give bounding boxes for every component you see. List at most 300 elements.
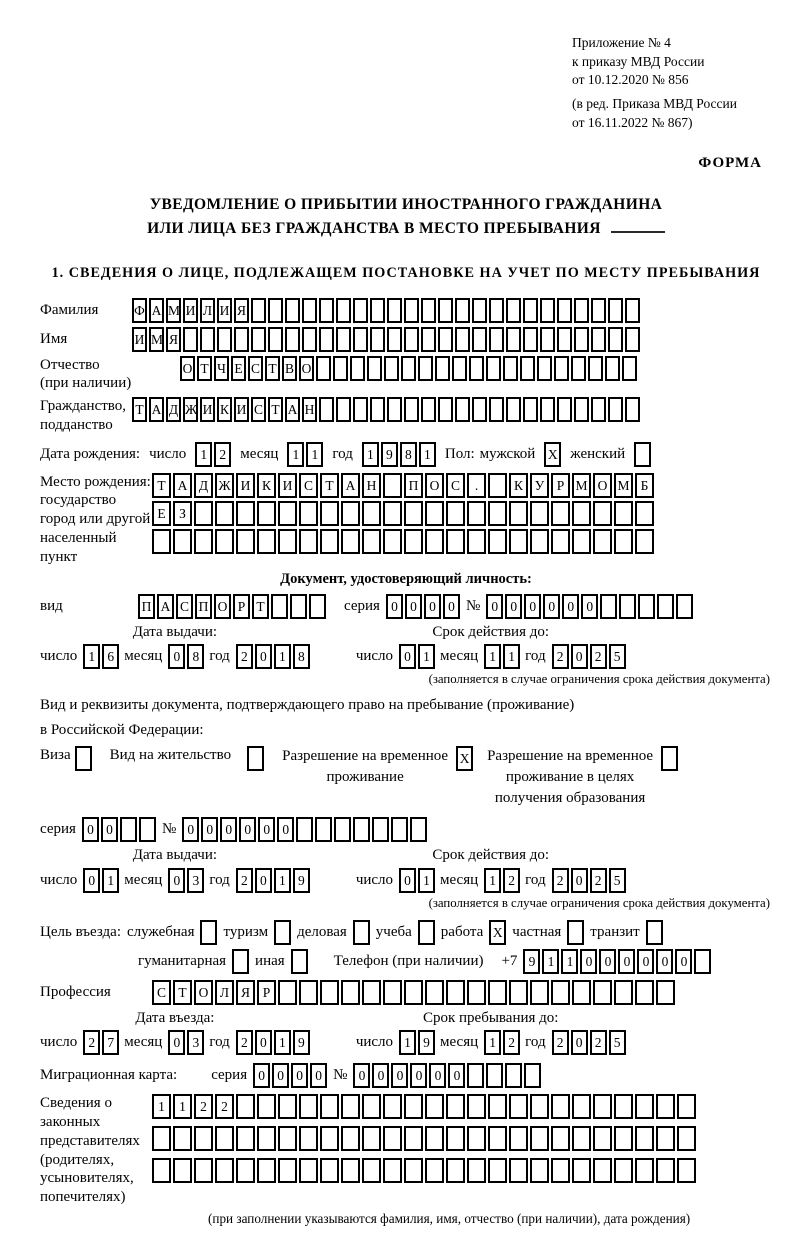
char-cell xyxy=(421,298,436,323)
citizenship-cells xyxy=(132,397,640,422)
char-cell xyxy=(271,594,288,619)
firstname-row xyxy=(40,327,772,352)
char-cell xyxy=(588,356,603,381)
purpose-work-checkbox xyxy=(489,920,506,945)
month-label: месяц xyxy=(440,648,479,665)
expiry-note: (заполняется в случае ограничения срока действия документа) xyxy=(428,672,770,687)
char-cell xyxy=(404,501,423,526)
residence-doc-line2: в Российской Федерации: xyxy=(40,722,204,739)
char-cell xyxy=(404,298,419,323)
char-cell xyxy=(315,817,332,842)
char-cell: К xyxy=(509,473,528,498)
char-cell xyxy=(467,980,486,1005)
residence-permit-checkbox xyxy=(247,746,264,771)
char-cell: Н xyxy=(302,397,317,422)
char-cell: Ф xyxy=(132,298,147,323)
char-cell xyxy=(551,1126,570,1151)
char-cell: А xyxy=(341,473,360,498)
char-cell xyxy=(278,1126,297,1151)
char-cell xyxy=(625,298,640,323)
doc-issue-date xyxy=(40,644,310,669)
char-cell xyxy=(296,817,313,842)
char-cell xyxy=(268,298,283,323)
char-cell xyxy=(488,529,507,554)
char-cell: Б xyxy=(635,473,654,498)
char-cell: Я xyxy=(236,980,255,1005)
char-cell xyxy=(299,1094,318,1119)
permit-expiry-year-cells xyxy=(552,868,626,893)
char-cell xyxy=(353,920,370,945)
entry-date xyxy=(40,1030,310,1055)
char-cell xyxy=(657,594,674,619)
char-cell xyxy=(341,1158,360,1183)
char-cell: Р xyxy=(257,980,276,1005)
char-cell xyxy=(299,980,318,1005)
char-cell xyxy=(488,1126,507,1151)
char-cell: В xyxy=(282,356,297,381)
char-cell xyxy=(173,529,192,554)
char-cell: И xyxy=(236,473,255,498)
doc-series-label: серия xyxy=(344,597,380,614)
char-cell xyxy=(557,397,572,422)
char-cell: К xyxy=(257,473,276,498)
char-cell xyxy=(152,1126,171,1151)
year-label: год xyxy=(525,648,546,665)
citizenship-label-line2: подданство xyxy=(40,416,113,433)
char-cell xyxy=(614,980,633,1005)
month-label: месяц xyxy=(124,1034,163,1051)
char-cell: 0 xyxy=(571,644,588,669)
form-title-line2 xyxy=(40,217,772,241)
char-cell xyxy=(472,327,487,352)
char-cell: 1 xyxy=(274,868,291,893)
char-cell: 2 xyxy=(552,868,569,893)
char-cell xyxy=(425,1158,444,1183)
char-cell: 1 xyxy=(542,949,559,974)
char-cell: 0 xyxy=(291,1063,308,1088)
char-cell: Н xyxy=(362,473,381,498)
char-cell xyxy=(302,327,317,352)
char-cell xyxy=(215,1158,234,1183)
char-cell: Т xyxy=(320,473,339,498)
char-cell xyxy=(446,529,465,554)
char-cell: 2 xyxy=(236,644,253,669)
char-cell xyxy=(362,1094,381,1119)
char-cell: И xyxy=(234,397,249,422)
char-cell xyxy=(438,298,453,323)
char-cell xyxy=(139,817,156,842)
char-cell xyxy=(350,356,365,381)
char-cell xyxy=(593,501,612,526)
migration-number-label: № xyxy=(333,1067,348,1084)
char-cell: 0 xyxy=(543,594,560,619)
char-cell xyxy=(257,1126,276,1151)
purpose-label: Цель въезда: xyxy=(40,923,121,940)
stay-until-heading: Срок пребывания до: xyxy=(422,1009,559,1026)
char-cell: П xyxy=(404,473,423,498)
char-cell xyxy=(120,817,137,842)
char-cell: 0 xyxy=(562,594,579,619)
surname-label: Фамилия xyxy=(40,301,99,318)
char-cell xyxy=(383,501,402,526)
char-cell: 9 xyxy=(381,442,398,467)
representatives-label-line: усыновителях, xyxy=(40,1170,134,1187)
char-cell xyxy=(661,746,678,771)
char-cell xyxy=(234,327,249,352)
char-cell xyxy=(619,594,636,619)
char-cell xyxy=(383,473,402,498)
doc-kind-cells xyxy=(138,594,326,619)
char-cell: 1 xyxy=(561,949,578,974)
char-cell: X xyxy=(456,746,473,771)
month-label: месяц xyxy=(440,871,479,888)
char-cell xyxy=(574,327,589,352)
char-cell xyxy=(268,327,283,352)
char-cell: 0 xyxy=(429,1063,446,1088)
char-cell: Р xyxy=(551,473,570,498)
char-cell xyxy=(372,817,389,842)
char-cell xyxy=(438,397,453,422)
appendix-edit-line: от 16.11.2022 № 867) xyxy=(572,114,693,130)
char-cell: С xyxy=(176,594,193,619)
char-cell: 0 xyxy=(399,868,416,893)
char-cell xyxy=(625,397,640,422)
temp-permit-label-line: Разрешение на временное xyxy=(282,747,449,764)
doc-issue-col xyxy=(40,623,310,670)
char-cell: О xyxy=(180,356,195,381)
appendix-line: Приложение № 4 xyxy=(572,35,671,50)
representatives-cells-row3 xyxy=(152,1158,696,1183)
year-label: год xyxy=(332,445,353,462)
representatives-note: (при заполнении указываются фамилия, имя, отчество (при наличии), дата рождения) xyxy=(208,1210,691,1226)
char-cell: 1 xyxy=(102,868,119,893)
entry-date-heading: Дата въезда: xyxy=(135,1009,215,1026)
char-cell xyxy=(530,529,549,554)
year-label: год xyxy=(525,1034,546,1051)
char-cell xyxy=(418,356,433,381)
char-cell: 0 xyxy=(443,594,460,619)
day-label: число xyxy=(40,1034,78,1051)
char-cell xyxy=(341,1094,360,1119)
char-cell xyxy=(257,501,276,526)
char-cell xyxy=(506,397,521,422)
char-cell: У xyxy=(530,473,549,498)
char-cell: 2 xyxy=(503,868,520,893)
char-cell: С xyxy=(248,356,263,381)
char-cell xyxy=(353,327,368,352)
char-cell xyxy=(530,501,549,526)
phone-prefix: +7 xyxy=(501,952,518,969)
char-cell: 0 xyxy=(391,1063,408,1088)
char-cell xyxy=(236,1126,255,1151)
char-cell: Д xyxy=(194,473,213,498)
purpose-row2 xyxy=(138,949,772,974)
char-cell xyxy=(600,594,617,619)
char-cell xyxy=(435,356,450,381)
char-cell: С xyxy=(251,397,266,422)
char-cell xyxy=(551,529,570,554)
char-cell xyxy=(551,980,570,1005)
char-cell: 0 xyxy=(255,644,272,669)
birth-day-cells xyxy=(195,442,231,467)
char-cell xyxy=(574,298,589,323)
char-cell xyxy=(183,327,198,352)
char-cell: 0 xyxy=(405,594,422,619)
char-cell xyxy=(336,327,351,352)
char-cell xyxy=(605,356,620,381)
profession-cells xyxy=(152,980,675,1005)
char-cell xyxy=(200,327,215,352)
patronymic-label-line2: (при наличии) xyxy=(40,375,132,392)
title-blank-underline xyxy=(611,220,665,233)
day-label: число xyxy=(149,445,187,462)
purpose-humanitarian-checkbox xyxy=(232,949,249,974)
char-cell xyxy=(540,327,555,352)
char-cell xyxy=(523,397,538,422)
permit-dates xyxy=(40,846,772,893)
purpose-private-checkbox xyxy=(567,920,584,945)
char-cell: 1 xyxy=(274,644,291,669)
month-label: месяц xyxy=(124,871,163,888)
permit-series-label: серия xyxy=(40,820,76,837)
char-cell: Т xyxy=(252,594,269,619)
char-cell: 1 xyxy=(173,1094,192,1119)
birthplace-label xyxy=(40,473,152,567)
profession-label: Профессия xyxy=(40,983,111,1000)
char-cell: 2 xyxy=(552,644,569,669)
char-cell: 1 xyxy=(399,1030,416,1055)
char-cell: 8 xyxy=(400,442,417,467)
char-cell xyxy=(236,501,255,526)
char-cell xyxy=(194,1126,213,1151)
char-cell xyxy=(469,356,484,381)
char-cell xyxy=(215,501,234,526)
char-cell: 0 xyxy=(255,868,272,893)
permit-expiry-day-cells xyxy=(399,868,435,893)
purpose-option-label: служебная xyxy=(126,923,195,940)
char-cell xyxy=(452,356,467,381)
char-cell xyxy=(404,1158,423,1183)
char-cell xyxy=(446,1126,465,1151)
citizenship-label-line1: Гражданство, xyxy=(40,398,127,415)
char-cell: 0 xyxy=(272,1063,289,1088)
char-cell xyxy=(509,1094,528,1119)
char-cell xyxy=(341,529,360,554)
char-cell: 2 xyxy=(215,1094,234,1119)
doc-expiry-month-cells xyxy=(484,644,520,669)
char-cell: 0 xyxy=(386,594,403,619)
char-cell xyxy=(530,1126,549,1151)
migration-series-cells xyxy=(253,1063,327,1088)
char-cell xyxy=(194,501,213,526)
char-cell xyxy=(608,298,623,323)
char-cell xyxy=(215,529,234,554)
char-cell: 0 xyxy=(372,1063,389,1088)
char-cell xyxy=(572,501,591,526)
char-cell xyxy=(523,298,538,323)
char-cell: 1 xyxy=(274,1030,291,1055)
char-cell: 0 xyxy=(637,949,654,974)
migration-number-cells xyxy=(353,1063,541,1088)
migration-series-label: серия xyxy=(211,1067,248,1084)
char-cell xyxy=(503,356,518,381)
doc-number-label: № xyxy=(465,597,481,614)
char-cell xyxy=(614,1126,633,1151)
char-cell: X xyxy=(489,920,506,945)
char-cell: X xyxy=(544,442,561,467)
char-cell xyxy=(509,1126,528,1151)
char-cell xyxy=(467,501,486,526)
char-cell: М xyxy=(149,327,164,352)
migration-card-row xyxy=(40,1063,772,1088)
char-cell xyxy=(341,1126,360,1151)
char-cell xyxy=(404,529,423,554)
doc-expiry-day-cells xyxy=(399,644,435,669)
char-cell: 2 xyxy=(590,1030,607,1055)
char-cell: З xyxy=(173,501,192,526)
char-cell: Я xyxy=(166,327,181,352)
char-cell: А xyxy=(285,397,300,422)
char-cell xyxy=(425,1094,444,1119)
firstname-cells xyxy=(132,327,640,352)
char-cell xyxy=(467,1094,486,1119)
char-cell: О xyxy=(194,980,213,1005)
char-cell xyxy=(472,397,487,422)
char-cell: М xyxy=(572,473,591,498)
char-cell xyxy=(353,397,368,422)
char-cell: 0 xyxy=(220,817,237,842)
char-cell xyxy=(472,298,487,323)
purpose-option-label: иная xyxy=(255,952,285,969)
char-cell xyxy=(309,594,326,619)
char-cell xyxy=(572,980,591,1005)
char-cell xyxy=(506,327,521,352)
patronymic-cells xyxy=(180,356,637,381)
permit-number-label: № xyxy=(161,820,177,837)
char-cell xyxy=(251,298,266,323)
doc-expiry-date xyxy=(356,644,626,669)
char-cell xyxy=(635,980,654,1005)
char-cell xyxy=(509,1158,528,1183)
char-cell xyxy=(677,1094,696,1119)
char-cell xyxy=(520,356,535,381)
char-cell xyxy=(319,327,334,352)
char-cell xyxy=(404,397,419,422)
char-cell: 2 xyxy=(214,442,231,467)
birthplace-row xyxy=(40,473,772,567)
char-cell xyxy=(540,298,555,323)
doc-number-cells xyxy=(486,594,693,619)
identity-doc-heading: Документ, удостоверяющий личность: xyxy=(280,571,532,588)
char-cell: Т xyxy=(265,356,280,381)
char-cell xyxy=(486,356,501,381)
char-cell: 2 xyxy=(83,1030,100,1055)
purpose-option-label: учеба xyxy=(375,923,412,940)
char-cell: 0 xyxy=(277,817,294,842)
char-cell xyxy=(353,298,368,323)
char-cell: Д xyxy=(166,397,181,422)
char-cell: 0 xyxy=(571,868,588,893)
char-cell xyxy=(215,1126,234,1151)
char-cell: Л xyxy=(200,298,215,323)
char-cell: 1 xyxy=(287,442,304,467)
char-cell xyxy=(656,1158,675,1183)
char-cell: К xyxy=(217,397,232,422)
permit-issue-year-cells xyxy=(236,868,310,893)
char-cell: О xyxy=(299,356,314,381)
char-cell: 0 xyxy=(168,1030,185,1055)
char-cell: 0 xyxy=(182,817,199,842)
char-cell xyxy=(320,529,339,554)
permit-issue-col xyxy=(40,846,310,893)
char-cell xyxy=(571,356,586,381)
char-cell: Ч xyxy=(214,356,229,381)
char-cell: 0 xyxy=(83,868,100,893)
char-cell xyxy=(488,1158,507,1183)
char-cell: О xyxy=(214,594,231,619)
form-title xyxy=(40,193,772,241)
char-cell xyxy=(383,1126,402,1151)
patronymic-label xyxy=(40,356,180,394)
char-cell: 1 xyxy=(419,442,436,467)
char-cell: П xyxy=(138,594,155,619)
char-cell xyxy=(387,397,402,422)
male-label: мужской xyxy=(479,445,536,462)
edu-permit-label-line: проживание в целях xyxy=(505,768,635,785)
birthplace-cells-row2 xyxy=(152,501,654,526)
temp-permit-label xyxy=(282,746,448,788)
char-cell: 0 xyxy=(675,949,692,974)
char-cell xyxy=(353,817,370,842)
char-cell: 9 xyxy=(523,949,540,974)
char-cell xyxy=(593,1094,612,1119)
doc-kind-label: вид xyxy=(40,597,63,614)
day-label: число xyxy=(355,648,394,665)
edu-permit-label xyxy=(487,746,653,809)
permit-issue-date xyxy=(40,868,310,893)
char-cell xyxy=(319,397,334,422)
char-cell xyxy=(591,298,606,323)
purpose-business-checkbox xyxy=(353,920,370,945)
char-cell: О xyxy=(425,473,444,498)
char-cell xyxy=(251,327,266,352)
char-cell: 0 xyxy=(448,1063,465,1088)
char-cell: 1 xyxy=(418,644,435,669)
char-cell xyxy=(367,356,382,381)
patronymic-label-line1: Отчество xyxy=(40,356,100,373)
day-label: число xyxy=(40,871,78,888)
char-cell xyxy=(278,501,297,526)
char-cell xyxy=(421,397,436,422)
edu-permit-label-line: получения образования xyxy=(494,789,646,806)
appendix-line: от 10.12.2020 № 856 xyxy=(572,72,689,88)
char-cell xyxy=(299,501,318,526)
representatives-row xyxy=(40,1094,772,1207)
day-label: число xyxy=(355,1034,394,1051)
char-cell xyxy=(75,746,92,771)
char-cell: И xyxy=(183,298,198,323)
char-cell xyxy=(341,501,360,526)
char-cell xyxy=(509,529,528,554)
birthdate-label: Дата рождения: xyxy=(40,445,141,462)
month-label: месяц xyxy=(240,445,279,462)
char-cell xyxy=(320,1094,339,1119)
char-cell: 0 xyxy=(258,817,275,842)
char-cell: 5 xyxy=(609,1030,626,1055)
permit-issue-month-cells xyxy=(168,868,204,893)
char-cell: 0 xyxy=(82,817,99,842)
char-cell xyxy=(467,1063,484,1088)
